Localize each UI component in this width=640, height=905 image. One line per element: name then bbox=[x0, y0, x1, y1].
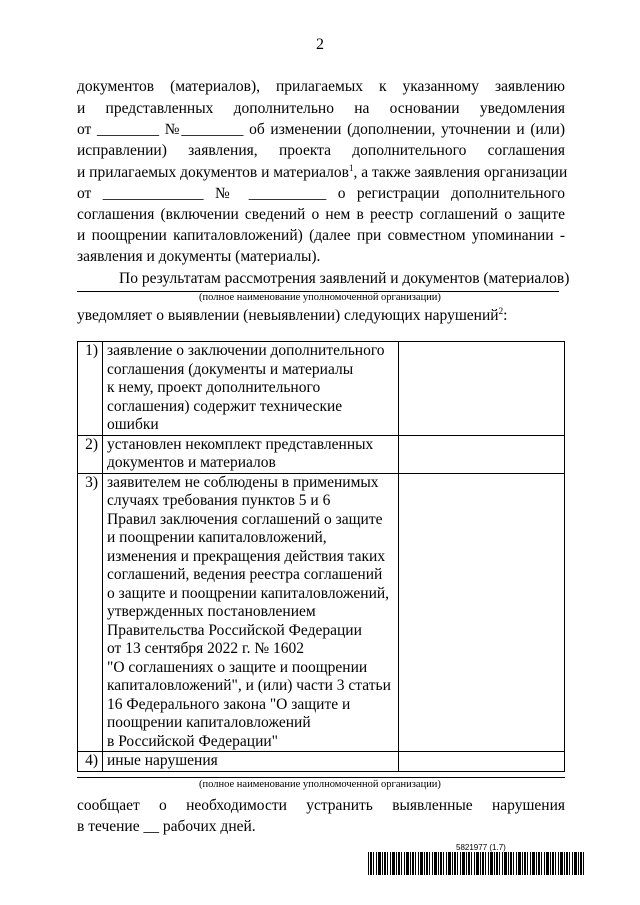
table-row bbox=[78, 342, 565, 436]
paragraph-line: соглашения (включении сведений о нем в реестр соглашений о защите bbox=[77, 206, 565, 223]
org-name-caption: (полное наименование уполномоченной организации) bbox=[199, 779, 441, 790]
page-number: 2 bbox=[316, 36, 324, 53]
paragraph-text: , а также заявления организации bbox=[353, 164, 568, 181]
notify-line bbox=[77, 306, 565, 326]
footnote-ref-1: 1 bbox=[348, 162, 354, 173]
org-name-line bbox=[77, 777, 565, 778]
paragraph-line: и поощрении капиталовложений) (далее при совместном упоминании - bbox=[77, 227, 565, 244]
paragraph-line: от ________ №________ об изменении (дополнении, уточнении и (или) bbox=[77, 121, 565, 138]
footnote-ref-2: 2 bbox=[498, 305, 504, 316]
row-text bbox=[103, 473, 399, 752]
paragraph-line: исправлении) заявления, проекта дополнительного соглашения bbox=[77, 142, 565, 159]
row-number: 2) bbox=[78, 435, 103, 473]
result-cell[interactable] bbox=[399, 752, 565, 772]
barcode-icon bbox=[368, 852, 584, 875]
paragraph-line: По результатам рассмотрения заявлений и документов (материалов) bbox=[119, 270, 570, 287]
result-cell[interactable] bbox=[399, 473, 565, 752]
violations-table bbox=[77, 341, 565, 772]
notify-text: уведомляет о выявлении (невыявлении) следующих нарушений bbox=[77, 307, 499, 324]
row-description: заявителем не соблюдены в применимых случаях требования пунктов 5 и 6 Правил заключения соглашений о защите и поощрении капиталовложений, изменения и прекращения действия таких соглашений, ведения реестра соглашений о защите и поощрении капиталовложений, утвержденных постановлением Правительства Российской Федерации от 13 сентября 2022 г. № 1602 "О соглашениях о защите и поощрении капиталовложений", и (или) части 3 статьи 16 Федерального закона "О защите и поощрении капиталовложений в Российской Федерации" bbox=[107, 473, 391, 750]
row-text bbox=[103, 435, 399, 473]
row-description: установлен некомплект представленных документов и материалов bbox=[107, 435, 374, 471]
org-name-caption: (полное наименование уполномоченной организации) bbox=[199, 292, 441, 303]
closing-line: сообщает о необходимости устранить выявленные нарушения bbox=[77, 797, 565, 814]
row-description: заявление о заключении дополнительного соглашения (документы и материалы к нему, проект дополнительного соглашения) содержит технические ошибки bbox=[107, 342, 385, 433]
table-row bbox=[78, 752, 565, 772]
barcode-label: 5821977 (1.7) bbox=[456, 843, 506, 852]
row-number: 1) bbox=[78, 342, 103, 436]
closing-line: в течение __ рабочих дней. bbox=[77, 818, 256, 835]
paragraph-line bbox=[77, 162, 568, 183]
paragraph-line: заявления и документы (материалы). bbox=[77, 248, 321, 265]
notify-colon: : bbox=[503, 307, 508, 324]
row-description: иные нарушения bbox=[107, 752, 218, 769]
table-row bbox=[78, 473, 565, 752]
result-cell[interactable] bbox=[399, 435, 565, 473]
result-cell[interactable] bbox=[399, 342, 565, 436]
paragraph-line: и представленных дополнительно на основании уведомления bbox=[77, 100, 565, 117]
row-text bbox=[103, 752, 399, 772]
paragraph-text: и прилагаемых документов и материалов bbox=[77, 164, 349, 181]
paragraph-line: от _____________ № __________ о регистрации дополнительного bbox=[77, 185, 565, 202]
row-number: 3) bbox=[78, 473, 103, 752]
paragraph-line: документов (материалов), прилагаемых к указанному заявлению bbox=[77, 78, 565, 95]
row-number: 4) bbox=[78, 752, 103, 772]
table-row bbox=[78, 435, 565, 473]
row-text bbox=[103, 342, 399, 436]
